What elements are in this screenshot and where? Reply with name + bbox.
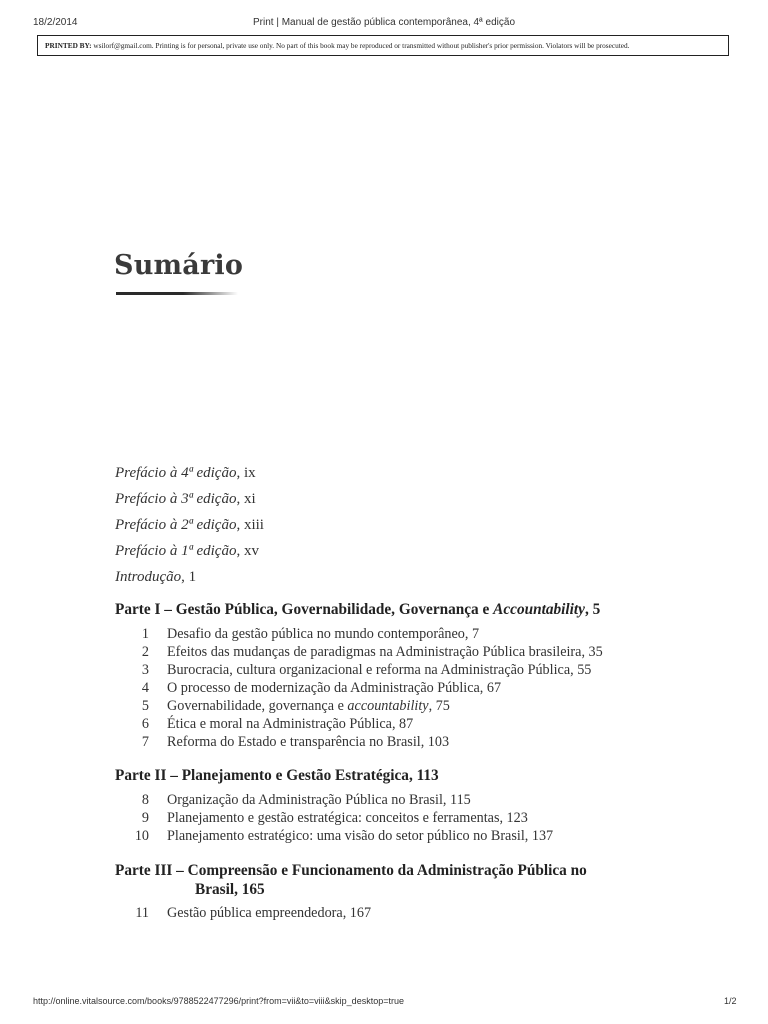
preface-page: , xv	[236, 543, 259, 559]
notice-lead: PRINTED BY:	[45, 41, 92, 50]
chapter-title: Efeitos das mudanças de paradigmas na Administração Pública brasileira, 35	[167, 644, 603, 660]
chapter-title: O processo de modernização da Administração Pública, 67	[167, 680, 502, 696]
chapter-number: 7	[141, 734, 149, 750]
part-title: Parte I – Gestão Pública, Governabilidade, Governança e	[115, 601, 494, 618]
print-title: Print | Manual de gestão pública contemporânea, 4ª edição	[252, 17, 516, 28]
chapter-page: , 75	[428, 698, 450, 714]
toc-introduction	[115, 569, 196, 586]
toc-part-3: Parte III – Compreensão e Funcionamento da Administração Pública no	[115, 862, 587, 879]
toc-part-1	[115, 601, 600, 619]
toc-chapter	[0, 810, 768, 828]
chapter-title: Desafio da gestão pública no mundo contemporâneo, 7	[167, 626, 480, 642]
page-title: Sumário	[114, 250, 244, 281]
part-page: , 5	[584, 601, 601, 618]
chapter-title-italic: accountability	[347, 698, 429, 714]
chapter-number: 9	[141, 810, 149, 826]
chapter-title-text: Governabilidade, governança e	[167, 698, 348, 714]
chapter-number: 4	[141, 680, 149, 696]
toc-chapter	[0, 792, 768, 810]
toc-chapter	[0, 905, 768, 923]
toc-preface-1	[115, 543, 259, 560]
chapter-title: Ética e moral na Administração Pública, 87	[167, 716, 414, 732]
toc-chapter	[0, 680, 768, 698]
chapter-title: Planejamento estratégico: uma visão do setor público no Brasil, 137	[167, 828, 554, 844]
chapter-title: Planejamento e gestão estratégica: conceitos e ferramentas, 123	[167, 810, 528, 826]
chapter-number: 2	[141, 644, 149, 660]
printed-by-notice	[37, 35, 729, 56]
print-url: http://online.vitalsource.com/books/9788522477296/print?from=vii&to=viii&skip_desktop=true	[33, 996, 404, 1006]
chapter-title: Gestão pública empreendedora, 167	[167, 905, 372, 921]
chapter-title: Reforma do Estado e transparência no Brasil, 103	[167, 734, 450, 750]
chapter-number: 3	[141, 662, 149, 678]
chapter-number: 5	[141, 698, 149, 714]
preface-page: , xi	[236, 491, 256, 507]
chapter-number: 1	[141, 626, 149, 642]
toc-preface-4	[115, 465, 256, 482]
toc-chapter	[0, 698, 768, 716]
chapter-title: Organização da Administração Pública no Brasil, 115	[167, 792, 471, 808]
title-underline	[116, 292, 238, 295]
chapter-title	[167, 698, 450, 715]
introduction-page: , 1	[181, 569, 197, 585]
print-date: 18/2/2014	[33, 17, 78, 28]
chapter-number: 8	[141, 792, 149, 808]
toc-part-3-continuation: Brasil, 165	[195, 881, 265, 898]
part-title-italic: Accountability	[493, 601, 585, 618]
preface-label: Prefácio à 1ª edição	[115, 543, 237, 559]
toc-chapter	[0, 644, 768, 662]
toc-chapter	[0, 662, 768, 680]
preface-label: Prefácio à 2ª edição	[115, 517, 237, 533]
toc-chapter	[0, 716, 768, 734]
print-page-number: 1/2	[724, 996, 737, 1006]
toc-chapter	[0, 626, 768, 644]
chapter-number: 10	[134, 828, 149, 844]
toc-chapter	[0, 828, 768, 846]
chapter-number: 6	[141, 716, 149, 732]
notice-text: wsilorf@gmail.com. Printing is for personal, private use only. No part of this book may be reproduced or transmitted without publisher's prior permission. Violators will be prosecuted.	[91, 41, 630, 50]
toc-part-2: Parte II – Planejamento e Gestão Estratégica, 113	[115, 767, 439, 784]
introduction-label: Introdução	[115, 569, 182, 585]
preface-page: , xiii	[236, 517, 264, 533]
chapter-title: Burocracia, cultura organizacional e reforma na Administração Pública, 55	[167, 662, 592, 678]
chapter-number: 11	[135, 905, 149, 921]
toc-chapter	[0, 734, 768, 752]
preface-label: Prefácio à 3ª edição	[115, 491, 237, 507]
toc-preface-3	[115, 491, 256, 508]
toc-preface-2	[115, 517, 264, 534]
preface-label: Prefácio à 4ª edição	[115, 465, 237, 481]
preface-page: , ix	[236, 465, 256, 481]
